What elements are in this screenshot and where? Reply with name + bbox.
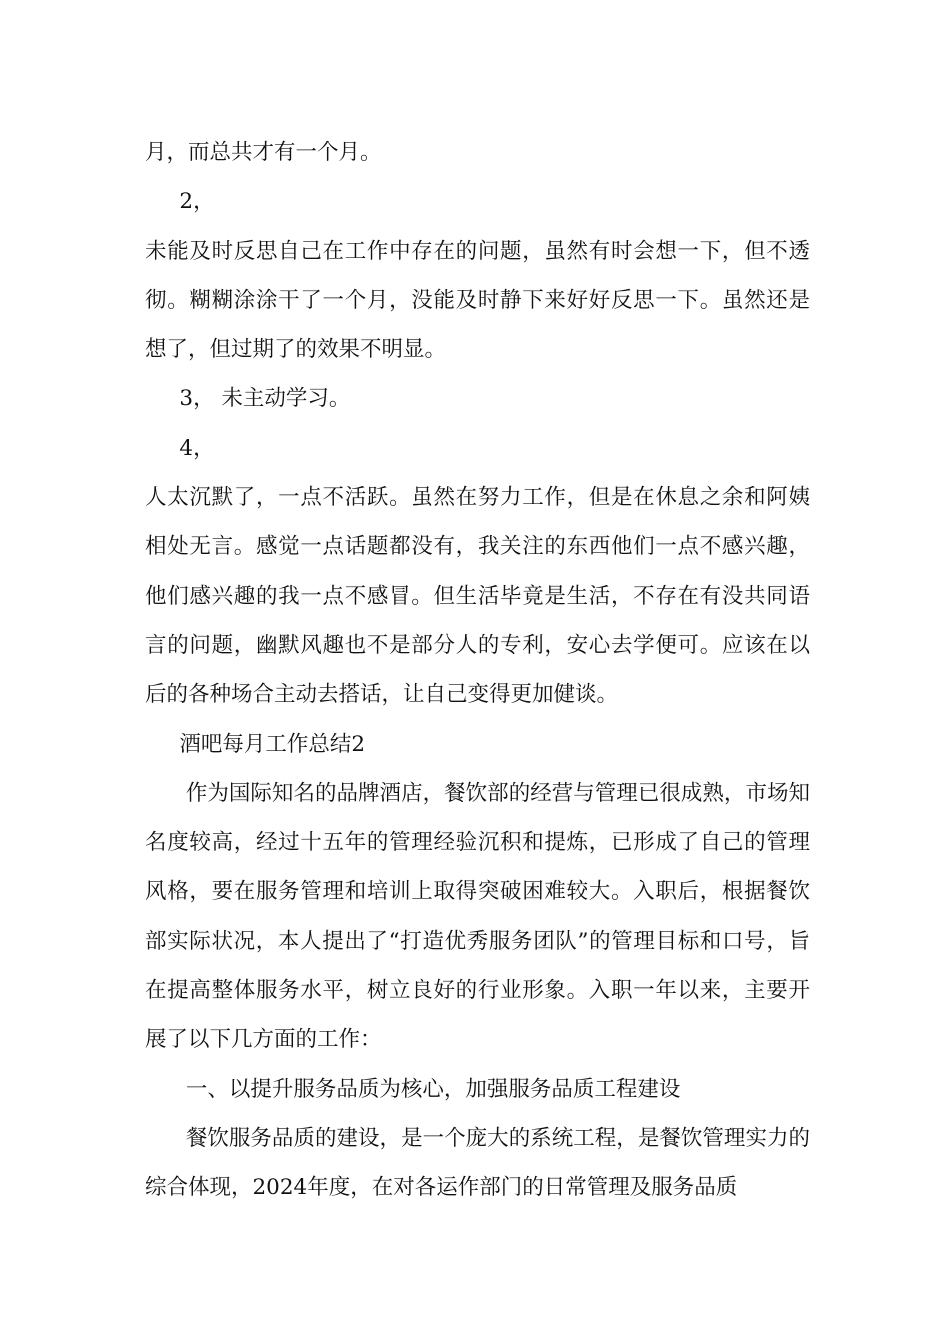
list-number-4: 4， xyxy=(179,435,215,461)
list-number-2: 2， xyxy=(179,189,215,215)
section-heading-service-quality: 一、以提升服务品质为核心，加强服务品质工程建设 xyxy=(185,1076,681,1102)
paragraph-communication: 人太沉默了，一点不活跃。虽然在努力工作，但是在休息之余和阿姨相处无言。感觉一点话题都没有，我关注的东西他们一点不感兴趣，他们感兴趣的我一点不感冒。但生活毕竟是生活，不存在有没共同语言的问题，幽默风趣也不是部分人的专利，安心去学便可。应该在以后的各种场合主动去搭话，让自己变得更加健谈。 xyxy=(145,485,810,708)
paragraph-service-quality: 餐饮服务品质的建设，是一个庞大的系统工程，是餐饮管理实力的综合体现，2024年度，在对各运作部门的日常管理及服务品质 xyxy=(145,1125,810,1201)
paragraph-month-ending: 月，而总共才有一个月。 xyxy=(145,140,382,165)
document-body xyxy=(145,128,810,1213)
list-item-3: 3， 未主动学习。 xyxy=(179,386,351,412)
paragraph-reflection: 未能及时反思自己在工作中存在的问题，虽然有时会想一下，但不透彻。糊糊涂涂干了一个月，没能及时静下来好好反思一下。虽然还是想了，但过期了的效果不明显。 xyxy=(145,238,810,363)
section-title: 酒吧每月工作总结2 xyxy=(179,731,366,757)
paragraph-introduction: 作为国际知名的品牌酒店，餐饮部的经营与管理已很成熟，市场知名度较高，经过十五年的管理经验沉积和提炼，已形成了自己的管理风格，要在服务管理和培训上取得突破困难较大。入职后，根据餐饮部实际状况，本人提出了“打造优秀服务团队”的管理目标和口号，旨在提高整体服务水平，树立良好的行业形象。入职一年以来，主要开展了以下几方面的工作： xyxy=(145,780,810,1053)
